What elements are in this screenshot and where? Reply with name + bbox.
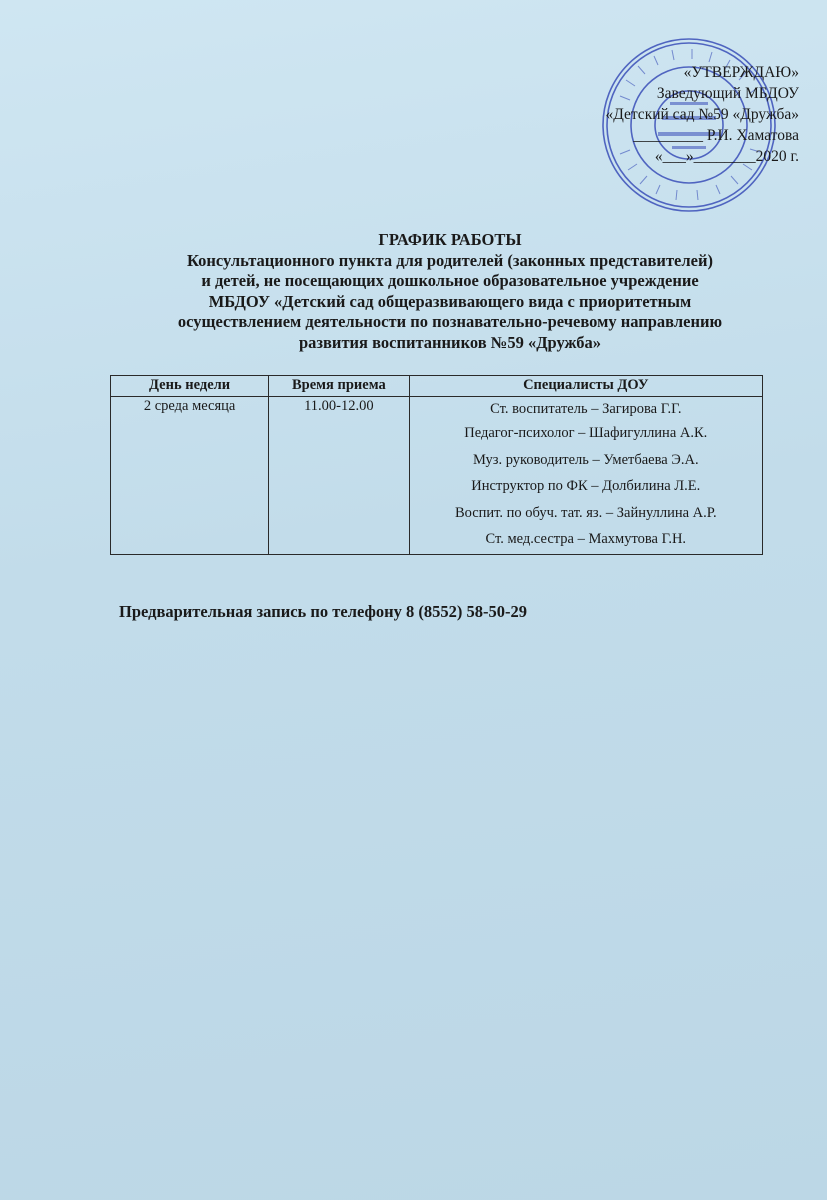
subtitle-line: и детей, не посещающих дошкольное образовательное учреждение: [201, 271, 699, 290]
cell-time: 11.00-12.00: [269, 397, 409, 555]
specialist-item: Муз. руководитель – Уметбаева Э.А.: [472, 451, 699, 468]
approval-heading: «УТВЕРЖДАЮ»: [683, 64, 799, 81]
phone-booking-note: Предварительная запись по телефону 8 (8552) 58-50-29: [119, 602, 527, 621]
cell-day: 2 среда месяца: [111, 397, 269, 555]
approval-position: Заведующий МБДОУ: [656, 85, 799, 102]
approval-signature-line: _________ Р.И. Хаматова: [633, 127, 799, 144]
subtitle-line: Консультационного пункта для родителей (законных представителей): [187, 250, 713, 270]
document-title: ГРАФИК РАБОТЫ: [378, 230, 522, 249]
header-specialists: Специалисты ДОУ: [409, 376, 762, 397]
approval-block: [539, 62, 799, 167]
approval-organization: «Детский сад №59 «Дружба»: [605, 106, 799, 123]
cell-specialists: [409, 397, 762, 555]
specialist-item: Инструктор по ФК – Долбилина Л.Е.: [471, 478, 701, 494]
subtitle-line: развития воспитанников №59 «Дружба»: [298, 332, 602, 352]
specialist-item: Педагог-психолог – Шафигуллина А.К.: [464, 425, 708, 441]
table-header-row: [111, 376, 763, 397]
document-title-block: [100, 230, 800, 353]
approval-date-line: «___»________2020 г.: [654, 148, 799, 165]
subtitle-line: МБДОУ «Детский сад общеразвивающего вида с приоритетным: [208, 291, 692, 311]
specialist-item: Ст. мед.сестра – Махмутова Г.Н.: [485, 531, 687, 547]
specialist-item: Воспит. по обуч. тат. яз. – Зайнуллина А.Р.: [454, 504, 717, 521]
header-day: День недели: [111, 376, 269, 397]
subtitle-line: осуществлением деятельности по познавательно-речевому направлению: [177, 312, 723, 331]
table-row: [111, 397, 763, 555]
header-time: Время приема: [269, 376, 409, 397]
schedule-table: [110, 375, 763, 555]
specialist-item: Ст. воспитатель – Загирова Г.Г.: [490, 401, 682, 417]
